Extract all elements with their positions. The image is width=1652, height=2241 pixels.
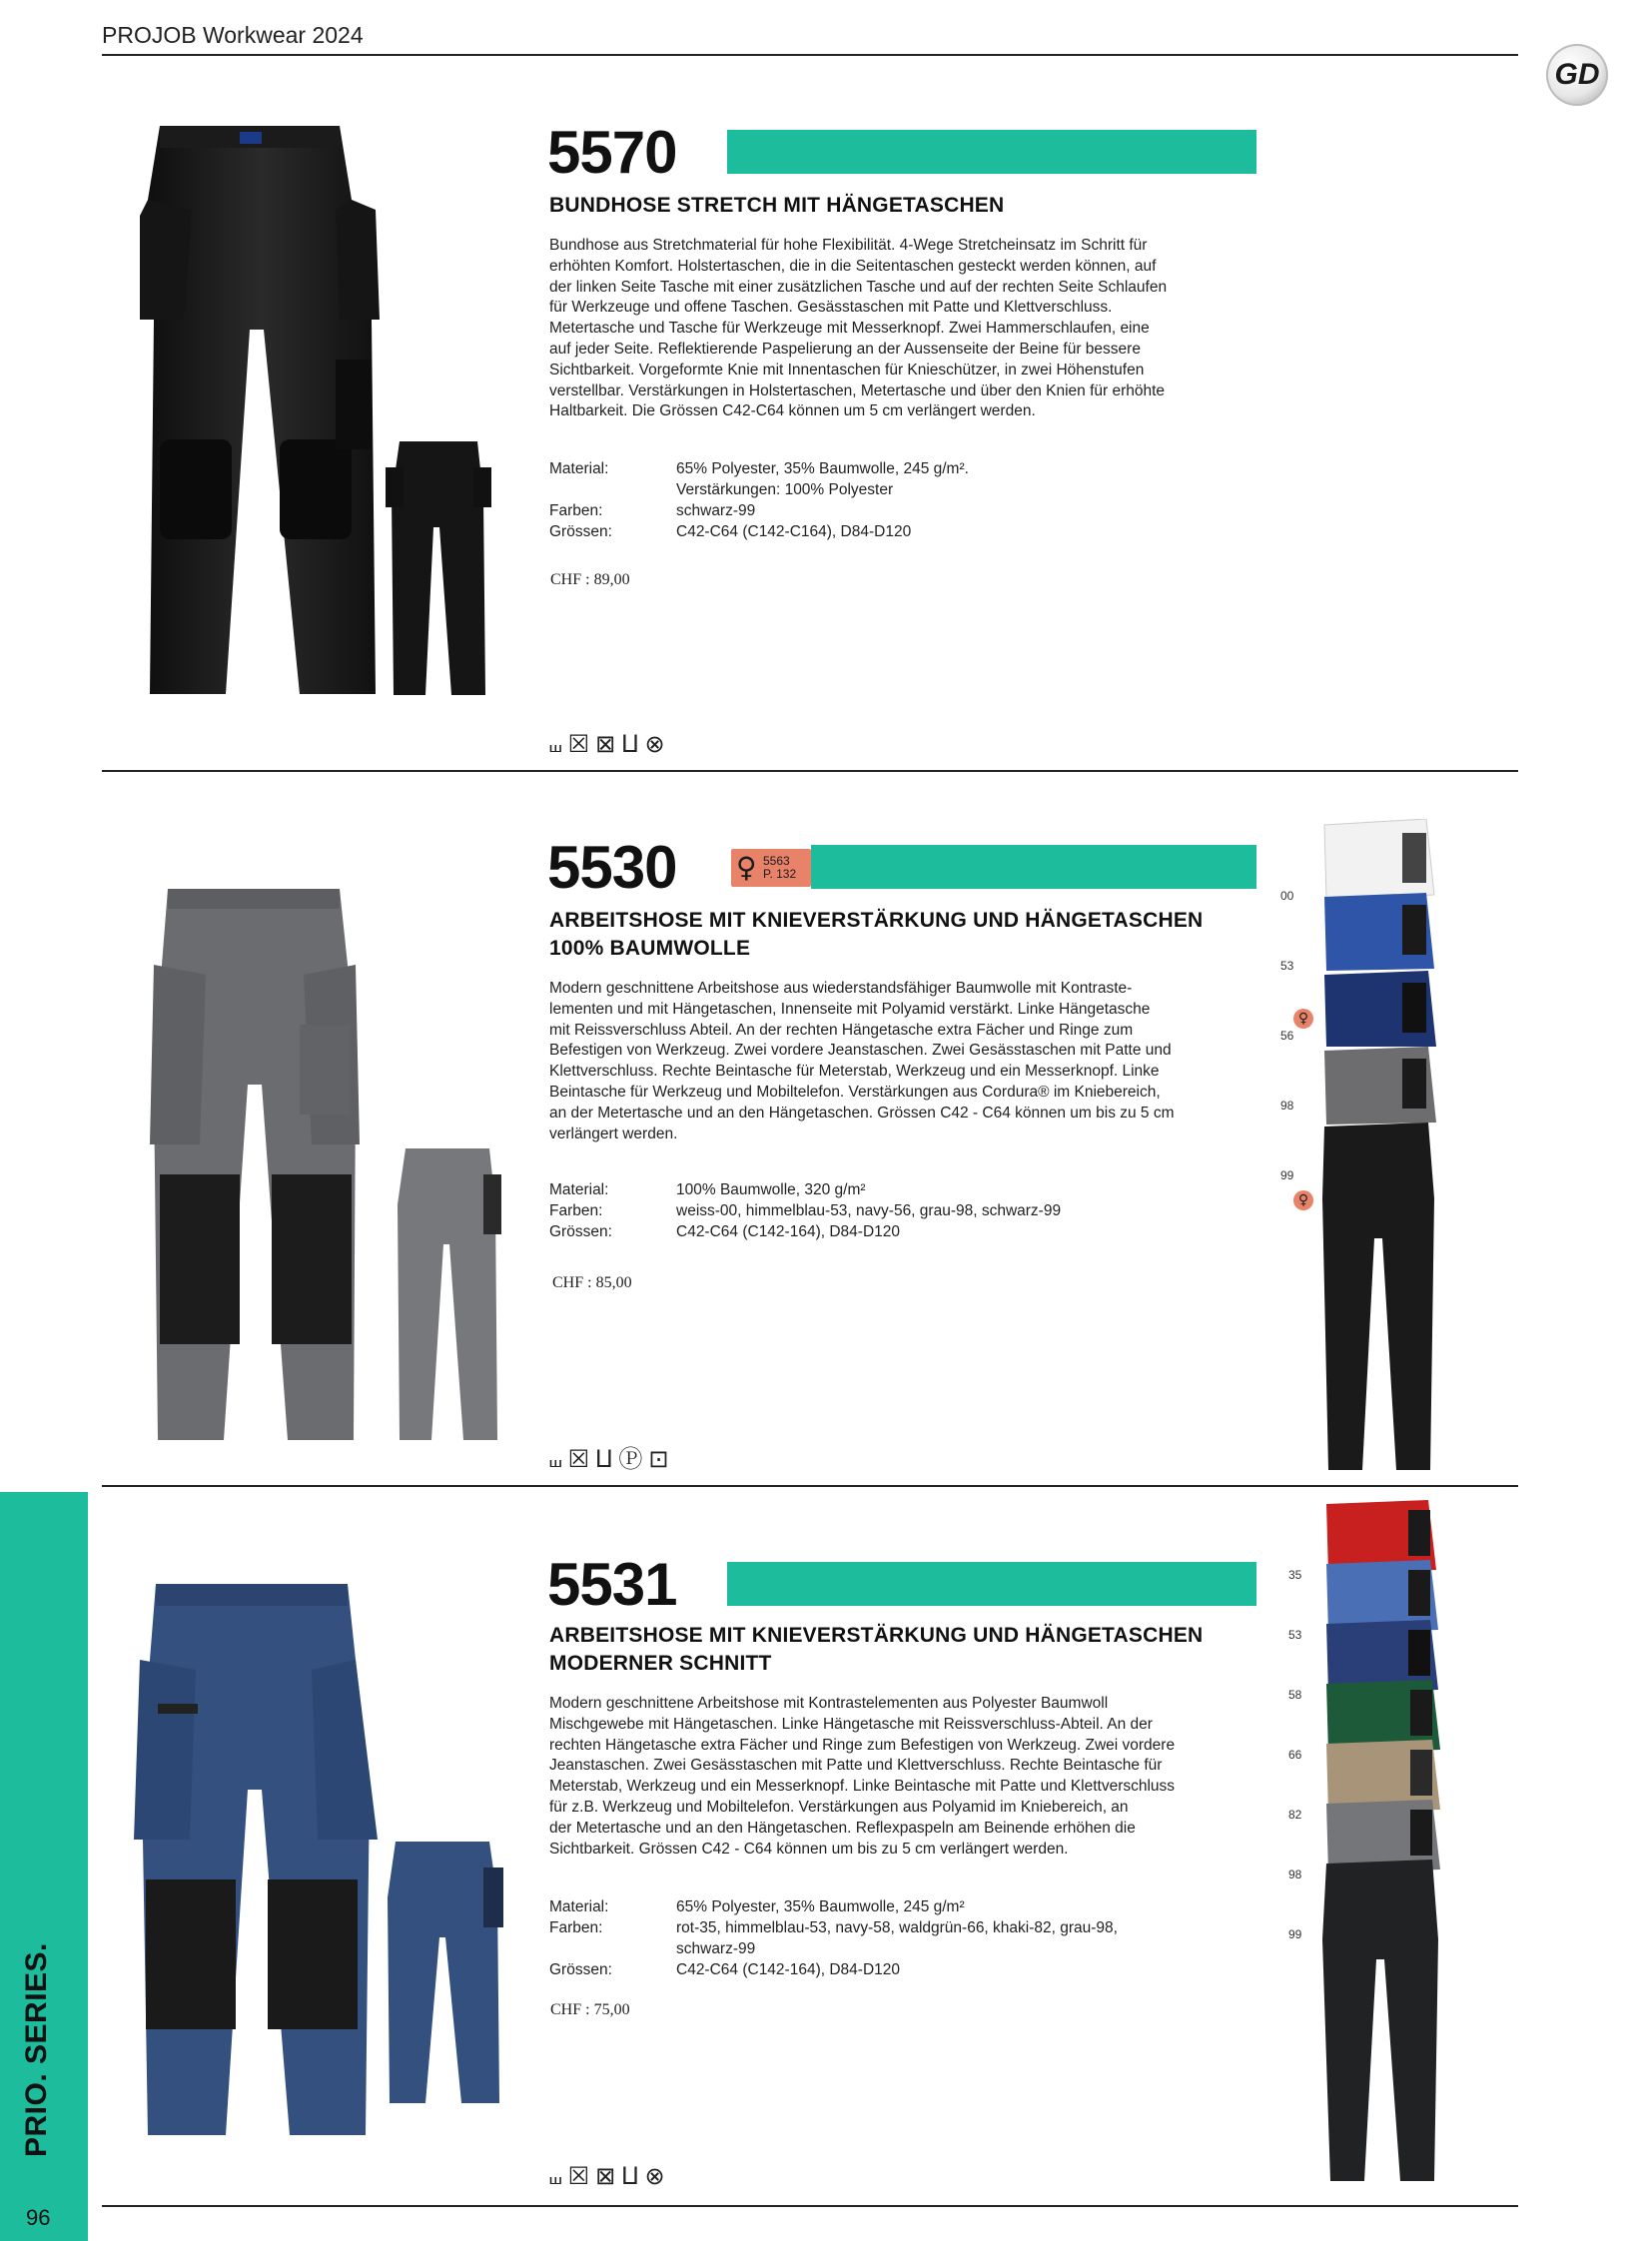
product-5570-model-number: 5570 (547, 119, 677, 186)
swatch-trousers-stack (1316, 819, 1446, 1478)
no-bleach-icon: ☒ (567, 730, 590, 758)
swatch-trousers-stack (1316, 1500, 1448, 2185)
brand-logo: GD (1546, 44, 1608, 106)
iron-low-icon: ⨿ (621, 2162, 639, 2190)
no-bleach-icon: ☒ (567, 2162, 590, 2190)
catalog-header-title: PROJOB Workwear 2024 (102, 22, 364, 48)
female-symbol-icon: ♀ (1293, 1009, 1313, 1029)
product-5531-care-icons (549, 2163, 665, 2189)
product-5570-care-icons (549, 731, 665, 757)
product-5530-front-image (150, 885, 360, 1444)
product-5570-back-image (386, 437, 495, 699)
swatch-code: 99 (1280, 1168, 1294, 1182)
swatch-code: 35 (1288, 1568, 1302, 1582)
female-symbol-icon: ♀ (736, 851, 757, 884)
product-5570-front-image (140, 120, 400, 699)
swatch-code: 98 (1280, 1099, 1294, 1113)
swatch-code: 82 (1288, 1808, 1302, 1822)
no-dry-clean-icon: ⊗ (644, 2162, 665, 2190)
product-5570-description: Bundhose aus Stretchmaterial für hohe Flexibilität. 4-Wege Stretcheinsatz im Schritt für erhöhten Komfort. Holstertaschen, die in die Seitentaschen gesteckt werden können, auf der linken Seite Tasche mit einer zusätzlichen Tasche und auf der rechten Seite Schlaufen für Werkzeuge und offene Taschen. Gesässtaschen mit Patte und Klettverschluss. Metertasche und Tasche für Werkzeuge mit Messerknopf. Zwei Hammerschlaufen, eine auf jeder Seite. Reflektierende Paspelierung an der Aussenseite der Beine für bessere Sichtbarkeit. Vorgeformte Knie mit Innentaschen für Knieschützer, in zwei Höhenstufen verstellbar. Verstärkungen in Holstertaschen, Metertasche und über den Knien für erhöhte Haltbarkeit. Die Grössen C42-C64 können um 5 cm verlängert werden. (549, 237, 1168, 420)
no-tumble-dry-icon: ⊠ (595, 730, 616, 758)
wash-60-icon: ⧢ (549, 2162, 562, 2190)
product-5530-accent-bar (811, 845, 1256, 889)
section-divider-2 (102, 1485, 1518, 1487)
tumble-dry-icon: ⊡ (648, 1445, 669, 1473)
section-divider-3 (102, 2205, 1518, 2207)
product-5530-back-image (394, 1144, 503, 1444)
product-5530-care-icons (549, 1446, 668, 1472)
swatch-code: 99 (1288, 1927, 1302, 1941)
product-5530-specs: Material: 100% Baumwolle, 320 g/m² Farben: weiss-00, himmelblau-53, navy-56, grau-98, schwarz-99 Grössen: C42-C64 (C142-164), D84-D120 (549, 1181, 1062, 1240)
product-5531-front-image (134, 1580, 384, 2139)
swatch-code: 56 (1280, 1029, 1294, 1043)
page-number: 96 (26, 2205, 51, 2230)
swatch-code: 98 (1288, 1868, 1302, 1881)
product-5531-accent-bar (727, 1562, 1256, 1606)
swatch-code: 58 (1288, 1688, 1302, 1702)
section-divider-1 (102, 770, 1518, 772)
swatch-code: 53 (1280, 959, 1294, 973)
product-5570-specs: Material: 65% Polyester, 35% Baumwolle, 245 g/m². Verstärkungen: 100% Polyester Farben: schwarz-99 Grössen: C42-C64 (C142-C164), D84-D120 (549, 460, 969, 540)
product-5531-color-swatches (1278, 1500, 1448, 2185)
iron-low-icon: ⨿ (621, 730, 639, 758)
product-5570-price: CHF : 89,00 (550, 571, 630, 588)
product-5530-title: ARBEITSHOSE MIT KNIEVERSTÄRKUNG UND HÄNGETASCHEN 100% BAUMWOLLE (549, 909, 1204, 960)
no-bleach-icon: ☒ (567, 1445, 590, 1473)
wash-40-icon: ⧢ (549, 730, 562, 758)
dry-clean-p-icon: Ⓟ (618, 1445, 643, 1473)
swatch-code: 00 (1280, 889, 1294, 903)
product-5530-model-number: 5530 (547, 834, 677, 901)
swatch-code: 53 (1288, 1628, 1302, 1642)
product-5530-female-reference-badge[interactable]: ♀ 5563 P. 132 (731, 849, 811, 887)
product-5531-description: Modern geschnittene Arbeitshose mit Kontrastelementen aus Polyester Baumwoll Mischgewebe mit Hängetaschen. Linke Hängetasche mit Reissverschluss-Abteil. An der rechten Hängetasche extra Fächer und Ringe zum Befestigen von Werkzeug. Zwei vordere Jeanstaschen. Zwei Gesässtaschen mit Patte und Klettverschluss. Rechte Beintasche für Meterstab, Werkzeug und ein Messerknopf. Linke Beintasche mit Patte und Klettverschluss für z.B. Werkzeug und Mobiltelefon. Verstärkungen aus Polyamid im Kniebereich, an der Metertasche und an den Hängetaschen. Reflexpaspeln am Beinende erhöhen die Sichtbarkeit. Grössen C42 - C64 können um bis zu 5 cm verlängert werden. (549, 1695, 1176, 1858)
product-5530-price: CHF : 85,00 (552, 1274, 632, 1291)
female-symbol-icon: ♀ (1293, 1190, 1313, 1210)
product-5570-title: BUNDHOSE STRETCH MIT HÄNGETASCHEN (549, 194, 1005, 217)
series-label: PRIO. SERIES. (20, 1942, 53, 2157)
iron-medium-icon: ⨿ (595, 1445, 613, 1473)
swatch-code: 66 (1288, 1748, 1302, 1762)
product-5531-title: ARBEITSHOSE MIT KNIEVERSTÄRKUNG UND HÄNGETASCHEN MODERNER SCHNITT (549, 1624, 1204, 1675)
no-tumble-dry-icon: ⊠ (595, 2162, 616, 2190)
product-5530-description: Modern geschnittene Arbeitshose aus wiederstandsfähiger Baumwolle mit Kontraste- lementen und mit Hängetaschen, Innenseite mit Polyamid verstärkt. Linke Hängetasche mit Reissverschluss Abteil. An der rechten Hängetasche extra Fächer und Ringe zum Befestigen von Werkzeug. Zwei vordere Jeanstaschen. Zwei Gesässtaschen mit Patte und Klettverschluss. Rechte Beintasche für Meterstab, Werkzeug und ein Messerknopf. Linke Beintasche für Werkzeug und Mobiltelefon. Verstärkungen aus Cordura® im Kniebereich, an der Metertasche und an den Hängetaschen. Grössen C42 - C64 können um bis zu 5 cm verlängert werden. (549, 980, 1175, 1142)
product-5531-model-number: 5531 (547, 1551, 677, 1618)
wash-60-icon: ⧢ (549, 1445, 562, 1473)
product-5531-price: CHF : 75,00 (550, 2001, 630, 2018)
header-divider (102, 54, 1518, 56)
product-5570-accent-bar (727, 130, 1256, 174)
product-5530-color-swatches (1278, 819, 1448, 1478)
no-dry-clean-icon: ⊗ (644, 730, 665, 758)
product-5531-specs: Material: 65% Polyester, 35% Baumwolle, 245 g/m² Farben: rot-35, himmelblau-53, navy-58, waldgrün-66, khaki-82, grau-98, schwarz-99 Grössen: C42-C64 (C142-164), D84-D120 (549, 1898, 1118, 1978)
product-5531-back-image (382, 1838, 507, 2107)
